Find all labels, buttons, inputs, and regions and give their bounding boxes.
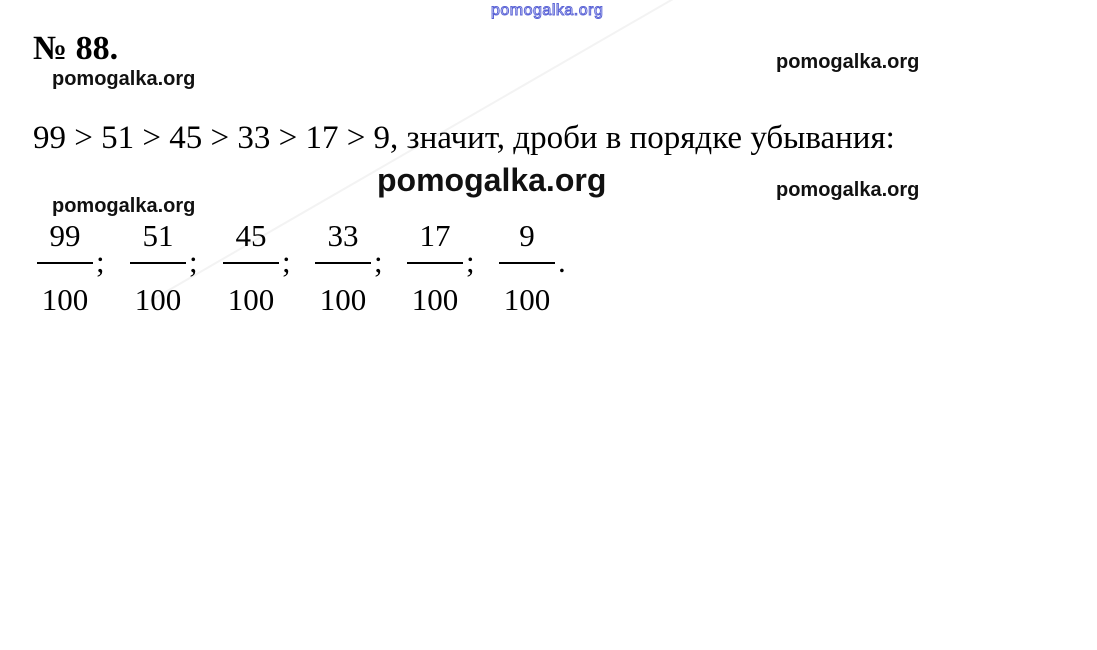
watermark-center: pomogalka.org (377, 162, 607, 198)
fraction-numerator: 33 (327, 218, 359, 253)
fraction-separator: ; (466, 244, 475, 279)
fraction-numerator: 17 (419, 218, 451, 253)
fraction-5 (403, 218, 467, 320)
fraction-4 (311, 218, 375, 320)
fraction-3 (219, 218, 283, 320)
fraction-separator: ; (189, 244, 198, 279)
fraction-separator: ; (96, 244, 105, 279)
fraction-6 (495, 218, 559, 320)
fraction-bar (407, 262, 463, 264)
fraction-separator: ; (374, 244, 383, 279)
fraction-bar (315, 262, 371, 264)
fraction-denominator: 100 (134, 282, 182, 317)
fraction-denominator: 100 (41, 282, 89, 317)
task-statement: 99 > 51 > 45 > 33 > 17 > 9, значит, дроби в порядке убывания: (33, 120, 895, 156)
fraction-numerator: 9 (519, 218, 535, 253)
fraction-numerator: 51 (142, 218, 174, 253)
fraction-bar (223, 262, 279, 264)
watermark-right-1: pomogalka.org (776, 51, 920, 73)
fraction-denominator: 100 (503, 282, 551, 317)
fraction-numerator: 99 (49, 218, 81, 253)
fraction-end-mark: . (558, 244, 566, 279)
watermark-top: pomogalka.org (491, 2, 604, 19)
watermark-right-2: pomogalka.org (776, 179, 920, 201)
fraction-2 (126, 218, 190, 320)
fraction-denominator: 100 (227, 282, 275, 317)
fraction-denominator: 100 (411, 282, 459, 317)
fraction-1 (33, 218, 97, 320)
fraction-bar (37, 262, 93, 264)
fraction-denominator: 100 (319, 282, 367, 317)
fraction-bar (130, 262, 186, 264)
watermark-left-2: pomogalka.org (52, 195, 196, 217)
fraction-numerator: 45 (235, 218, 267, 253)
task-number: № 88. (33, 30, 119, 67)
fraction-bar (499, 262, 555, 264)
watermark-left-1: pomogalka.org (52, 68, 196, 90)
fraction-separator: ; (282, 244, 291, 279)
